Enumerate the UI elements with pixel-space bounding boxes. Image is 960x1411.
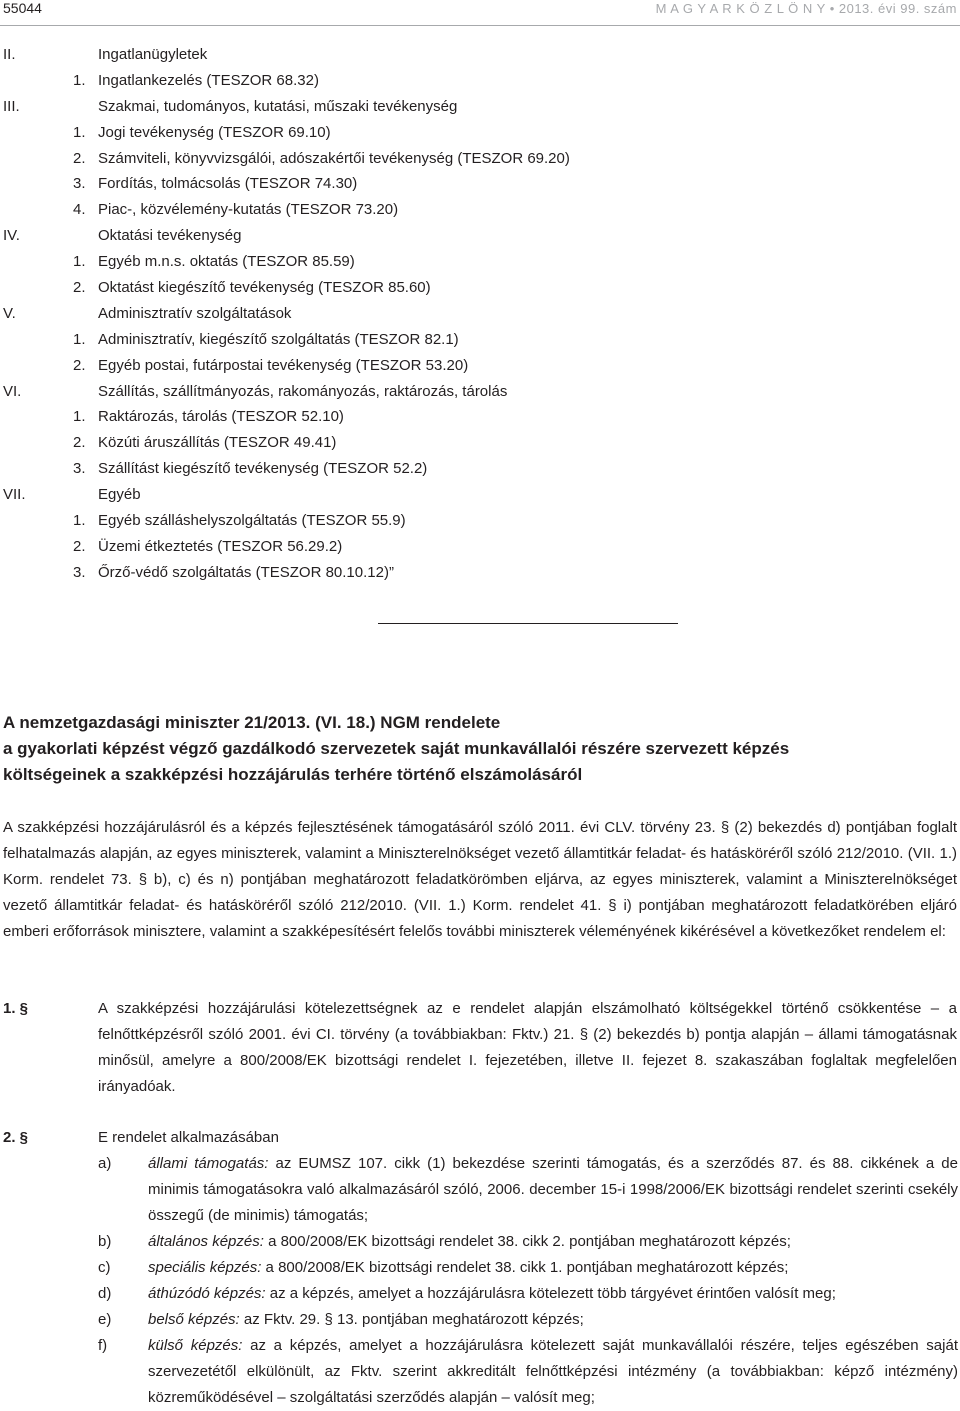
section-title: Egyéb xyxy=(98,486,141,504)
article-2-intro: E rendelet alkalmazásában xyxy=(98,1129,279,1146)
section-heading xyxy=(3,379,943,405)
section-roman-numeral: VII. xyxy=(3,486,26,504)
list-item xyxy=(3,430,943,456)
article-1-number: 1. § xyxy=(3,1000,29,1017)
list-item xyxy=(3,249,943,275)
list-item xyxy=(3,404,943,430)
list-item-text: Piac-, közvélemény-kutatás (TESZOR 73.20) xyxy=(98,201,399,219)
definitions-list xyxy=(98,1151,958,1411)
definition-letter: f) xyxy=(98,1337,108,1354)
list-item-number: 2. xyxy=(73,434,86,452)
definition-term: külső képzés: xyxy=(148,1337,243,1354)
list-item-text: Adminisztratív, kiegészítő szolgáltatás (TESZOR 82.1) xyxy=(98,330,459,348)
article-1-text: A szakképzési hozzájárulási kötelezettségnek az e rendelet alapján elszámolható költségekkel történő csökkentése – a felnőttképzésről szóló 2001. évi CI. törvény (a továbbiakban: Fktv.) 21. § (2) bekezdés b) pontja alapján – állami támogatásnak minősül, amelyre a 800/2008/EK bizottsági rendelet I. fejezetében, illetve II. fejezet 8. szakaszában foglaltak megfelelően irányadóak. xyxy=(98,1000,957,1095)
list-item-number: 1. xyxy=(73,330,86,348)
list-item-number: 2. xyxy=(73,537,86,555)
definition-item xyxy=(98,1151,958,1229)
definition-text: a 800/2008/EK bizottsági rendelet 38. cikk 1. pontjában meghatározott képzés; xyxy=(261,1259,789,1276)
list-item-text: Jogi tevékenység (TESZOR 69.10) xyxy=(98,123,331,141)
page-number: 55044 xyxy=(3,0,42,16)
list-item-number: 3. xyxy=(73,563,86,581)
section-roman-numeral: IV. xyxy=(3,227,20,245)
section-heading xyxy=(3,94,943,120)
list-item-number: 1. xyxy=(73,71,86,89)
definition-text: az a képzés, amelyet a hozzájárulásra kötelezett saját munkavállalói részére, teljes egészében saját szervezetétől elkülönült, az Fktv. szerint akkreditált felnőttképzési intézmény (a továbbiakban: képző intézmény) közreműködésével – szolgáltatási szerződés alapján – valósít meg; xyxy=(148,1337,958,1406)
list-item xyxy=(3,68,943,94)
section-title: Adminisztratív szolgáltatások xyxy=(98,304,292,322)
decree-title-line-1: A nemzetgazdasági miniszter 21/2013. (VI. 18.) NGM rendelete xyxy=(3,713,501,732)
section-title: Szállítás, szállítmányozás, rakományozás, raktározás, tárolás xyxy=(98,382,508,400)
activity-list xyxy=(3,42,943,586)
definition-term: áthúzódó képzés: xyxy=(148,1285,266,1302)
list-item xyxy=(3,508,943,534)
list-item-text: Egyéb m.n.s. oktatás (TESZOR 85.59) xyxy=(98,253,355,271)
section-heading xyxy=(3,223,943,249)
list-item-number: 4. xyxy=(73,201,86,219)
list-item xyxy=(3,353,943,379)
article-1 xyxy=(3,996,957,1100)
article-2-number: 2. § xyxy=(3,1129,29,1146)
list-item xyxy=(3,275,943,301)
section-title: Szakmai, tudományos, kutatási, műszaki tevékenység xyxy=(98,97,458,115)
list-item-number: 1. xyxy=(73,123,86,141)
running-title: M A G Y A R K Ö Z L Ö N Y • 2013. évi 99. szám xyxy=(655,1,957,16)
section-title: Ingatlanügyletek xyxy=(98,46,208,63)
list-item-text: Egyéb postai, futárpostai tevékenység (TESZOR 53.20) xyxy=(98,356,469,374)
list-item-text: Közúti áruszállítás (TESZOR 49.41) xyxy=(98,434,337,452)
list-item-text: Oktatást kiegészítő tevékenység (TESZOR 85.60) xyxy=(98,279,431,297)
separator-line xyxy=(378,623,678,624)
definition-item xyxy=(98,1229,958,1255)
definition-text: az Fktv. 29. § 13. pontjában meghatározott képzés; xyxy=(239,1311,584,1328)
definition-text: az a képzés, amelyet a hozzájárulásra kötelezett több tárgyévet érintően valósít meg; xyxy=(265,1285,836,1302)
list-item xyxy=(3,456,943,482)
list-item-text: Ingatlankezelés (TESZOR 68.32) xyxy=(98,71,319,89)
list-item xyxy=(3,560,943,586)
section-heading xyxy=(3,42,943,68)
decree-title-line-2: a gyakorlati képzést végző gazdálkodó szervezetek saját munkavállalói részére szervezett képzés xyxy=(3,739,790,758)
section-heading xyxy=(3,482,943,508)
section-roman-numeral: VI. xyxy=(3,382,22,400)
definition-item xyxy=(98,1307,958,1333)
section-title: Oktatási tevékenység xyxy=(98,227,242,245)
definition-letter: e) xyxy=(98,1311,112,1328)
list-item-text: Üzemi étkeztetés (TESZOR 56.29.2) xyxy=(98,537,343,555)
definition-item xyxy=(98,1333,958,1411)
decree-title xyxy=(3,710,958,788)
list-item-number: 1. xyxy=(73,408,86,426)
list-item-number: 2. xyxy=(73,279,86,297)
section-roman-numeral: III. xyxy=(3,97,20,115)
decree-title-line-3: költségeinek a szakképzési hozzájárulás terhére történő elszámolásáról xyxy=(3,765,583,784)
definition-letter: b) xyxy=(98,1233,112,1250)
list-item xyxy=(3,327,943,353)
list-item xyxy=(3,120,943,146)
list-item xyxy=(3,197,943,223)
section-roman-numeral: V. xyxy=(3,304,16,322)
definition-text: az EUMSZ 107. cikk (1) bekezdése szerinti támogatás, és a szerződés 87. és 88. cikkének a de minimis támogatásokra való alkalmazásáról szóló, 2006. december 15-i 1998/2006/EK bizottsági rendelet szerinti csekély összegű (de minimis) támogatás; xyxy=(148,1155,958,1224)
preamble: A szakképzési hozzájárulásról és a képzés fejlesztésének támogatásáról szóló 2011. évi CLV. törvény 23. § (2) bekezdés d) pontjában foglalt felhatalmazás alapján, az egyes miniszterek, valamint a Miniszterelnökséget vezető államtitkár feladat- és hatásköréről szóló 212/2010. (VII. 1.) Korm. rendelet 73. § b), c) és n) pontjában meghatározott feladatkörömben eljárva, az egyes miniszterek, valamint a Miniszterelnökséget vezető államtitkár feladat- és hatásköréről szóló 212/2010. (VII. 1.) Korm. rendelet 41. § i) pontjában meghatározott feladatkörében eljáró emberi erőforrások minisztere, valamint a szakképesítésért felelős további miniszterek véleményének kikérésével a következőket rendelem el: xyxy=(3,819,957,940)
definition-term: állami támogatás: xyxy=(148,1155,269,1172)
list-item xyxy=(3,146,943,172)
article-2 xyxy=(3,1125,957,1151)
page-header xyxy=(0,0,960,20)
list-item-text: Őrző-védő szolgáltatás (TESZOR 80.10.12)” xyxy=(98,563,394,581)
list-item-number: 3. xyxy=(73,175,86,193)
header-divider xyxy=(0,25,960,26)
definition-term: belső képzés: xyxy=(148,1311,240,1328)
list-item-number: 3. xyxy=(73,460,86,478)
list-item-number: 1. xyxy=(73,512,86,530)
definition-letter: c) xyxy=(98,1259,111,1276)
definition-term: speciális képzés: xyxy=(148,1259,262,1276)
section-heading xyxy=(3,301,943,327)
list-item-text: Egyéb szálláshelyszolgáltatás (TESZOR 55.9) xyxy=(98,512,406,530)
list-item-number: 1. xyxy=(73,253,86,271)
definition-item xyxy=(98,1281,958,1307)
definition-term: általános képzés: xyxy=(148,1233,264,1250)
list-item-text: Szállítást kiegészítő tevékenység (TESZOR 52.2) xyxy=(98,460,428,478)
list-item-number: 2. xyxy=(73,149,86,167)
list-item-number: 2. xyxy=(73,356,86,374)
list-item-text: Raktározás, tárolás (TESZOR 52.10) xyxy=(98,408,344,426)
definition-item xyxy=(98,1255,958,1281)
definition-text: a 800/2008/EK bizottsági rendelet 38. cikk 2. pontjában meghatározott képzés; xyxy=(263,1233,791,1250)
definition-letter: d) xyxy=(98,1285,112,1302)
definition-letter: a) xyxy=(98,1155,112,1172)
section-roman-numeral: II. xyxy=(3,46,16,63)
list-item xyxy=(3,171,943,197)
list-item-text: Fordítás, tolmácsolás (TESZOR 74.30) xyxy=(98,175,358,193)
list-item-text: Számviteli, könyvvizsgálói, adószakértői tevékenység (TESZOR 69.20) xyxy=(98,149,570,167)
list-item xyxy=(3,534,943,560)
